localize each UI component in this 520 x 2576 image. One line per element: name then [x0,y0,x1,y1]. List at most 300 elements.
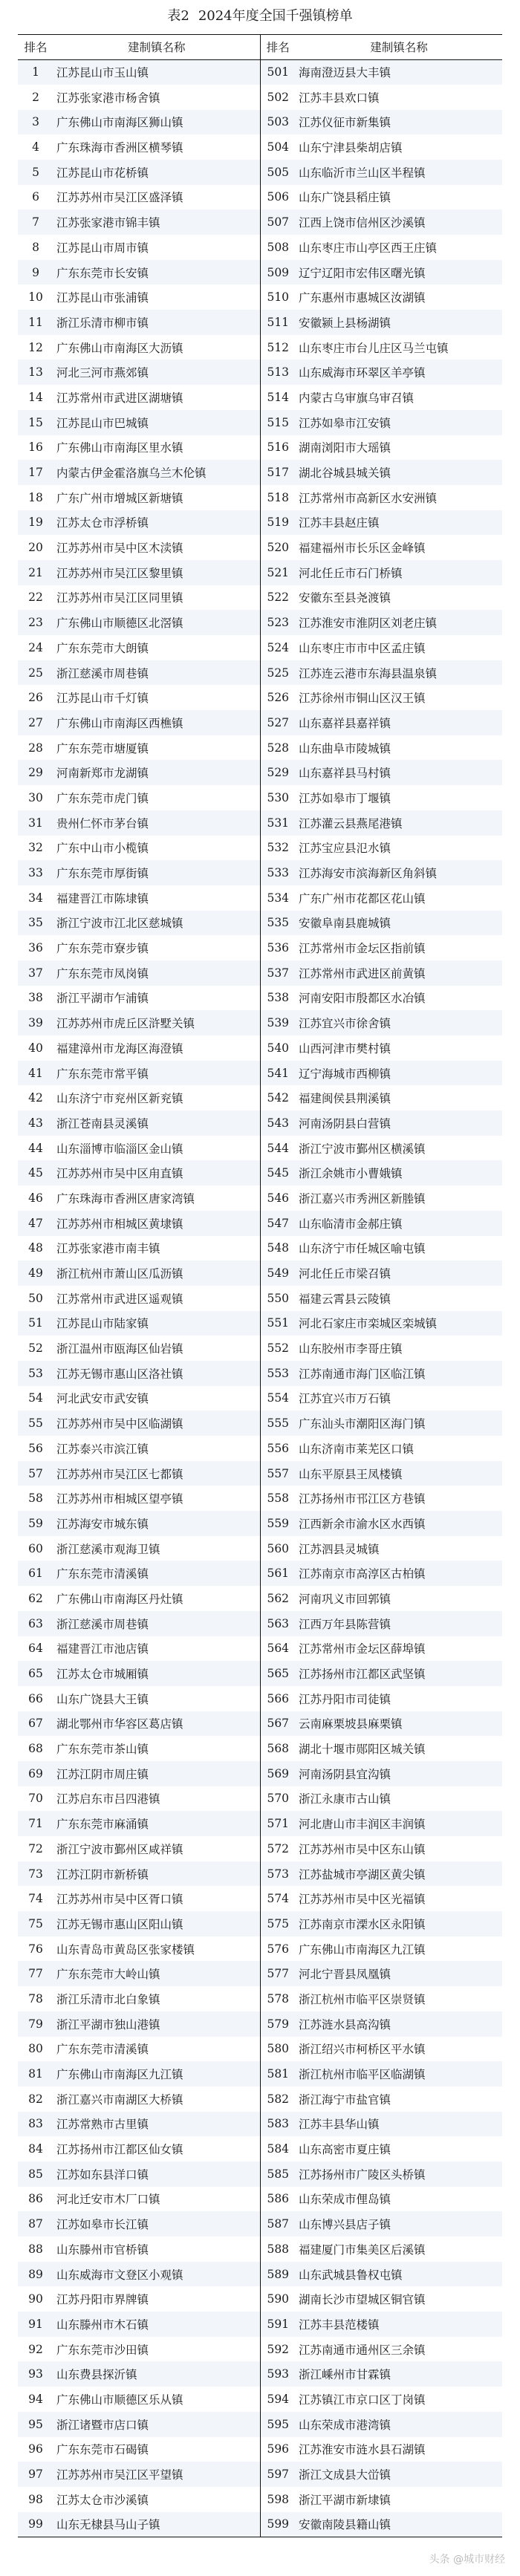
rank-right: 572 [267,1841,290,1855]
town-name-left: 江苏苏州市吴江区平望镇 [53,2462,260,2487]
town-name-left: 广东佛山市顺德区乐从镇 [53,2387,260,2412]
rank-right: 573 [260,1861,296,1887]
table-row [18,2011,502,2037]
rank-left: 63 [18,1611,53,1636]
rank-right: 529 [260,760,296,785]
table-row [18,885,502,911]
town-name-right: 山西河津市樊村镇 [299,1041,391,1056]
rank-right: 587 [260,2211,296,2237]
rank-left: 8 [32,240,39,254]
table-row [18,1236,502,1261]
town-name-left: 广东珠海市香洲区横琴镇 [53,134,260,160]
rank-right: 547 [260,1211,296,1236]
rank-right: 508 [267,240,290,254]
rank-right: 533 [260,860,296,885]
town-name-right: 河北任丘市梁召镇 [296,1261,502,1286]
rank-right: 586 [267,2192,290,2206]
town-name-left: 江苏苏州市相城区望亭镇 [53,1486,260,1511]
rank-right: 539 [260,1010,296,1035]
town-name-left: 福建晋江市陈埭镇 [53,885,260,911]
town-name-left: 广东东莞市寮步镇 [53,935,260,960]
town-name-left: 广东珠海市香洲区唐家湾镇 [53,1185,260,1211]
town-name-right: 山东武城县鲁权屯镇 [296,2262,502,2287]
rank-right: 562 [267,1591,290,1605]
rank-left: 82 [28,2092,43,2106]
rank-left: 9 [18,260,53,285]
rank-right: 519 [260,510,296,536]
rank-left: 11 [18,310,53,335]
rank-right: 544 [267,1141,290,1155]
town-name-left: 内蒙古伊金霍洛旗乌兰木伦镇 [53,460,260,485]
town-name-right: 江苏连云港市东海县温泉镇 [296,660,502,686]
rank-right: 522 [267,591,290,605]
rank-right: 510 [267,290,290,305]
rank-left: 4 [32,140,39,155]
rank-right: 571 [260,1811,296,1836]
rank-right: 530 [267,790,290,804]
rank-right: 574 [267,1892,290,1906]
town-name-left: 广东佛山市南海区西樵镇 [53,710,260,735]
rank-left: 34 [28,891,43,905]
town-name-left: 广东东莞市厚街镇 [53,860,260,885]
rank-right: 554 [267,1391,290,1405]
town-name-left: 江苏江阴市周庄镇 [53,1761,260,1786]
town-name-left: 江苏苏州市虎丘区浒墅关镇 [53,1010,260,1035]
rank-left: 90 [28,2292,43,2306]
rank-right: 548 [267,1241,290,1255]
table-row [18,2262,502,2287]
town-name-left: 江苏昆山市千灯镇 [53,685,260,710]
table-row [18,1786,502,1812]
town-name-left: 浙江乐清市北白象镇 [53,1986,260,2011]
table-row [18,1636,502,1662]
rank-left: 28 [28,741,43,755]
rank-right: 537 [260,960,296,986]
table-row [18,1010,502,1035]
rank-right: 521 [260,560,296,585]
table-row [18,1061,502,1086]
table-row [18,1711,502,1737]
rank-left: 81 [18,2061,53,2087]
rank-left: 80 [28,2042,43,2056]
table-row [18,1311,502,1336]
town-name-left: 江苏苏州市吴江区七都镇 [53,1461,260,1486]
rank-right: 506 [267,190,290,204]
rank-left: 15 [18,410,53,435]
table-row [18,1286,502,1311]
rank-right: 561 [260,1561,296,1586]
town-name-right: 江苏南京市高淳区古柏镇 [296,1561,502,1586]
town-name-left: 福建漳州市龙海区海澄镇 [53,1035,260,1061]
table-row [18,560,502,585]
town-name-right: 云南麻栗坡县麻栗镇 [296,1711,502,1737]
rank-left: 89 [18,2262,53,2287]
town-name-right: 山东荣成市港湾镇 [296,2412,502,2437]
town-name-left: 河北三河市燕郊镇 [53,360,260,385]
table-row [18,460,502,485]
table-row [18,735,502,761]
table-row [18,1336,502,1361]
town-name-right: 福建厦门市集美区后溪镇 [299,2242,426,2257]
rank-right: 581 [260,2061,296,2087]
table-row [18,510,502,536]
rank-right: 525 [260,660,296,686]
town-name-left: 江苏昆山市巴城镇 [53,410,260,435]
rank-right: 531 [260,810,296,836]
table-row [18,1586,502,1611]
rank-right: 570 [267,1792,290,1806]
rank-right: 555 [260,1411,296,1436]
rank-right: 577 [260,1961,296,1986]
town-name-left: 山东无棣县马山子镇 [53,2512,260,2537]
town-name-right: 山东嘉祥县嘉祥镇 [296,710,502,735]
town-name-right: 浙江余姚市小曹娥镇 [296,1160,502,1185]
rank-left: 69 [18,1761,53,1786]
town-name-left: 河北武安市武安镇 [53,1386,260,1411]
rank-left: 64 [28,1642,43,1656]
rank-right: 542 [267,1091,290,1105]
town-name-left: 江苏常州市武进区遥观镇 [53,1286,260,1311]
rank-left: 42 [28,1091,43,1105]
town-name-left: 江苏张家港市锦丰镇 [53,209,260,235]
rank-right: 520 [267,541,290,555]
rank-right: 556 [267,1441,290,1455]
rank-right: 563 [260,1611,296,1636]
rank-left: 57 [18,1461,53,1486]
town-name-right: 河南巩义市回郭镇 [299,1592,391,1606]
town-name-right: 辽宁辽阳市宏伟区曙光镇 [296,260,502,285]
rank-left: 61 [18,1561,53,1586]
town-name-right: 江苏泗县灵城镇 [299,1542,380,1556]
town-name-right: 浙江永康市古山镇 [299,1792,391,1806]
town-name-left: 浙江慈溪市周巷镇 [53,660,260,686]
rank-right: 549 [260,1261,296,1286]
town-name-right: 江苏南通市通州区三余镇 [299,2343,426,2357]
table-row [18,260,502,285]
table-row [18,2237,502,2262]
town-name-left: 浙江温州市瓯海区仙岩镇 [53,1336,260,1361]
rank-right: 590 [267,2292,290,2306]
table-row [18,110,502,135]
town-name-right: 山东高密市夏庄镇 [299,2143,391,2157]
rank-left: 92 [28,2342,43,2356]
town-name-left: 浙江嘉兴市南湖区大桥镇 [53,2087,260,2112]
rank-left: 55 [18,1411,53,1436]
table-row [18,2087,502,2112]
town-name-left: 江苏昆山市陆家镇 [53,1311,260,1336]
town-name-left: 浙江苍南县灵溪镇 [53,1110,260,1136]
town-name-left: 江苏太仓市沙溪镇 [53,2487,260,2512]
table-row [18,1136,502,1161]
table-row [18,1160,502,1185]
town-name-left: 江苏苏州市吴中区木渎镇 [53,535,260,560]
town-name-right: 河北唐山市丰润区丰润镇 [296,1811,502,1836]
town-name-right: 河北任丘市石门桥镇 [296,560,502,585]
table-row [18,2162,502,2187]
town-name-right: 河南汤阴县宜沟镇 [296,1761,502,1786]
rank-right: 576 [267,1942,290,1956]
town-name-left: 广东东莞市沙田镇 [53,2337,260,2362]
rank-left: 14 [28,390,43,404]
town-name-right: 湖北谷城县城关镇 [296,460,502,485]
town-name-right: 湖南浏阳市大瑶镇 [299,441,391,455]
town-name-left: 广东东莞市虎门镇 [53,785,260,810]
town-name-right: 浙江杭州市临平区崇贤镇 [299,1992,426,2006]
rank-left: 19 [18,510,53,536]
rank-right: 524 [267,640,290,654]
rank-left: 30 [28,790,43,804]
town-name-right: 山东荣成市俚岛镇 [299,2193,391,2207]
rank-left: 56 [28,1441,43,1455]
town-name-right: 山东济南市莱芜区口镇 [299,1442,415,1456]
town-name-right: 浙江绍兴市柯桥区平水镇 [299,2043,426,2057]
town-name-left: 广东东莞市清溪镇 [53,1561,260,1586]
town-name-left: 广东中山市小榄镇 [53,836,260,861]
rank-right: 503 [260,110,296,135]
table-row [18,2512,502,2537]
town-name-left: 广东佛山市顺德区北滘镇 [53,610,260,635]
ranking-table [18,34,502,2537]
town-name-left: 山东青岛市黄岛区张家楼镇 [53,1936,260,1962]
town-name-right: 山东枣庄市山亭区西王庄镇 [299,241,438,255]
table-row [18,2211,502,2237]
rank-right: 514 [267,390,290,404]
town-name-right: 山东胶州市李哥庄镇 [299,1342,403,1356]
table-row [18,1511,502,1536]
town-name-right: 河北宁晋县凤凰镇 [296,1961,502,1986]
rank-right: 541 [260,1061,296,1086]
town-name-left: 湖北鄂州市华容区葛店镇 [53,1711,260,1737]
rank-left: 95 [18,2412,53,2437]
town-name-right: 安徽南陵县籍山镇 [296,2512,502,2537]
town-name-left: 浙江乐清市柳市镇 [53,310,260,335]
rank-left: 7 [18,209,53,235]
town-name-right: 山东威海市环翠区羊亭镇 [296,360,502,385]
town-name-right: 江苏常州市武进区前黄镇 [296,960,502,986]
rank-right: 502 [267,90,290,104]
town-name-left: 浙江平湖市独山港镇 [53,2011,260,2037]
rank-right: 564 [267,1642,290,1656]
rank-right: 551 [260,1311,296,1336]
rank-left: 20 [28,541,43,555]
rank-right: 535 [260,911,296,936]
rank-right: 513 [260,360,296,385]
rank-left: 5 [18,160,53,185]
rank-left: 24 [28,640,43,654]
town-name-left: 广东佛山市南海区狮山镇 [53,110,260,135]
town-name-left: 江苏昆山市花桥镇 [53,160,260,185]
town-name-left: 广东东莞市石碣镇 [53,2437,260,2462]
town-name-left: 江苏无锡市惠山区洛社镇 [53,1361,260,1386]
town-name-left: 浙江慈溪市观海卫镇 [53,1536,260,1561]
town-name-right: 江苏淮安市涟水县石湖镇 [299,2443,426,2457]
rank-right: 518 [267,490,290,504]
rank-left: 98 [28,2492,43,2506]
town-name-right: 安徽东至县尧渡镇 [299,591,391,605]
rank-right: 527 [260,710,296,735]
table-row [18,284,502,310]
rank-right: 550 [267,1291,290,1305]
rank-right: 592 [267,2342,290,2356]
rank-left: 26 [28,691,43,705]
town-name-left: 江苏海安市城东镇 [53,1511,260,1536]
rank-left: 2 [32,90,39,104]
town-name-right: 江苏丰县赵庄镇 [296,510,502,536]
table-row [18,836,502,861]
town-name-left: 广东佛山市南海区大沥镇 [53,335,260,360]
table-row [18,1185,502,1211]
table-row [18,986,502,1011]
table-row [18,385,502,410]
table-row [18,1886,502,1911]
town-name-left: 广东佛山市南海区丹灶镇 [53,1586,260,1611]
town-name-left: 江苏如东县洋口镇 [53,2162,260,2187]
town-name-right: 山东临清市金郝庄镇 [296,1211,502,1236]
rank-right: 585 [260,2162,296,2187]
rank-right: 538 [267,991,290,1005]
town-name-right: 江苏常州市高新区水安洲镇 [299,491,438,505]
table-row [18,2061,502,2087]
table-row [18,2136,502,2162]
rank-left: 18 [28,490,43,504]
town-name-right: 福建福州市长乐区金峰镇 [299,541,426,556]
town-name-right: 安徽颍上县杨湖镇 [296,310,502,335]
rank-right: 566 [267,1691,290,1705]
town-name-left: 广东东莞市凤岗镇 [53,960,260,986]
town-name-left: 山东滕州市官桥镇 [53,2237,260,2262]
table-row [18,710,502,735]
rank-right: 599 [260,2512,296,2537]
rank-left: 17 [18,460,53,485]
town-name-left: 浙江慈溪市周巷镇 [53,1611,260,1636]
table-row [18,1361,502,1386]
table-row [18,685,502,710]
town-name-right: 山东济宁市任城区喻屯镇 [299,1242,426,1256]
town-name-left: 山东滕州市木石镇 [53,2312,260,2337]
rank-left: 73 [18,1861,53,1887]
town-name-right: 江西上饶市信州区沙溪镇 [296,209,502,235]
town-name-left: 江苏如皋市长江镇 [53,2211,260,2237]
rank-right: 536 [267,941,290,955]
table-row [18,1261,502,1286]
rank-right: 560 [267,1541,290,1555]
rank-left: 54 [28,1391,43,1405]
town-name-left: 江苏无锡市惠山区阳山镇 [53,1911,260,1936]
rank-right: 580 [267,2042,290,2056]
rank-left: 50 [28,1291,43,1305]
rank-left: 52 [28,1341,43,1356]
town-name-left: 广东东莞市清溪镇 [53,2037,260,2062]
town-name-left: 浙江杭州市萧山区瓜沥镇 [53,1261,260,1286]
rank-right: 596 [267,2442,290,2456]
table-row [18,1986,502,2011]
rank-left: 31 [18,810,53,836]
town-name-left: 浙江平湖市乍浦镇 [53,986,260,1011]
town-name-left: 山东济宁市兖州区新兖镇 [53,1085,260,1110]
table-row [18,810,502,836]
rank-right: 546 [267,1191,290,1205]
table-row [18,1085,502,1110]
town-name-left: 广东东莞市麻涌镇 [53,1811,260,1836]
town-name-left: 江苏太仓市浮桥镇 [53,510,260,536]
rank-left: 97 [18,2462,53,2487]
rank-left: 29 [18,760,53,785]
table-row [18,635,502,660]
table-row [18,660,502,686]
rank-left: 78 [28,1991,43,2006]
table-row [18,1736,502,1761]
town-name-right: 江苏宜兴市万石镇 [299,1392,391,1406]
town-name-left: 广东东莞市大岭山镇 [53,1961,260,1986]
table-row [18,2037,502,2062]
rank-left: 76 [28,1942,43,1956]
rank-right: 575 [260,1911,296,1936]
town-name-left: 浙江宁波市江北区慈城镇 [53,911,260,936]
header-rank-right: 排名 [260,35,296,60]
table-row [18,860,502,885]
table-row [18,1811,502,1836]
town-name-right: 湖北十堰市郧阳区城关镇 [299,1743,426,1757]
table-row [18,1110,502,1136]
rank-left: 85 [18,2162,53,2187]
rank-left: 83 [18,2112,53,2137]
town-name-left: 广东广州市增城区新塘镇 [53,485,260,510]
table-row [18,185,502,210]
rank-right: 582 [267,2092,290,2106]
town-name-right: 江苏常州市金坛区指前镇 [299,942,426,956]
rank-right: 588 [267,2242,290,2256]
table-row [18,960,502,986]
rank-left: 39 [18,1010,53,1035]
town-name-right: 浙江平湖市新埭镇 [299,2493,391,2507]
rank-left: 22 [28,591,43,605]
town-name-right: 湖南长沙市望城区铜官镇 [299,2293,426,2307]
rank-left: 99 [18,2512,53,2537]
rank-right: 515 [260,410,296,435]
rank-left: 53 [18,1361,53,1386]
table-row [18,1536,502,1561]
rank-left: 91 [18,2312,53,2337]
table-row [18,310,502,335]
town-name-right: 辽宁海城市西柳镇 [296,1061,502,1086]
rank-right: 543 [260,1110,296,1136]
rank-left: 75 [18,1911,53,1936]
table-row [18,2462,502,2487]
table-row [18,935,502,960]
rank-right: 579 [260,2011,296,2037]
rank-left: 70 [28,1792,43,1806]
rank-left: 36 [28,941,43,955]
table-row [18,1911,502,1936]
table-header-row [18,35,502,60]
table-row [18,2361,502,2387]
table-row [18,1611,502,1636]
rank-left: 44 [28,1141,43,1155]
town-name-right: 山东枣庄市市中区孟庄镇 [299,641,426,655]
rank-right: 505 [260,160,296,185]
rank-right: 565 [260,1661,296,1686]
table-row [18,1211,502,1236]
table-label: 表2 [167,8,189,24]
town-name-right: 山东博兴县店子镇 [296,2211,502,2237]
town-name-left: 广东佛山市南海区里水镇 [53,435,260,461]
rank-left: 87 [18,2211,53,2237]
table-row [18,410,502,435]
table-row [18,535,502,560]
rank-right: 507 [260,209,296,235]
town-name-right: 江苏南京市溧水区永阳镇 [296,1911,502,1936]
rank-right: 528 [267,741,290,755]
